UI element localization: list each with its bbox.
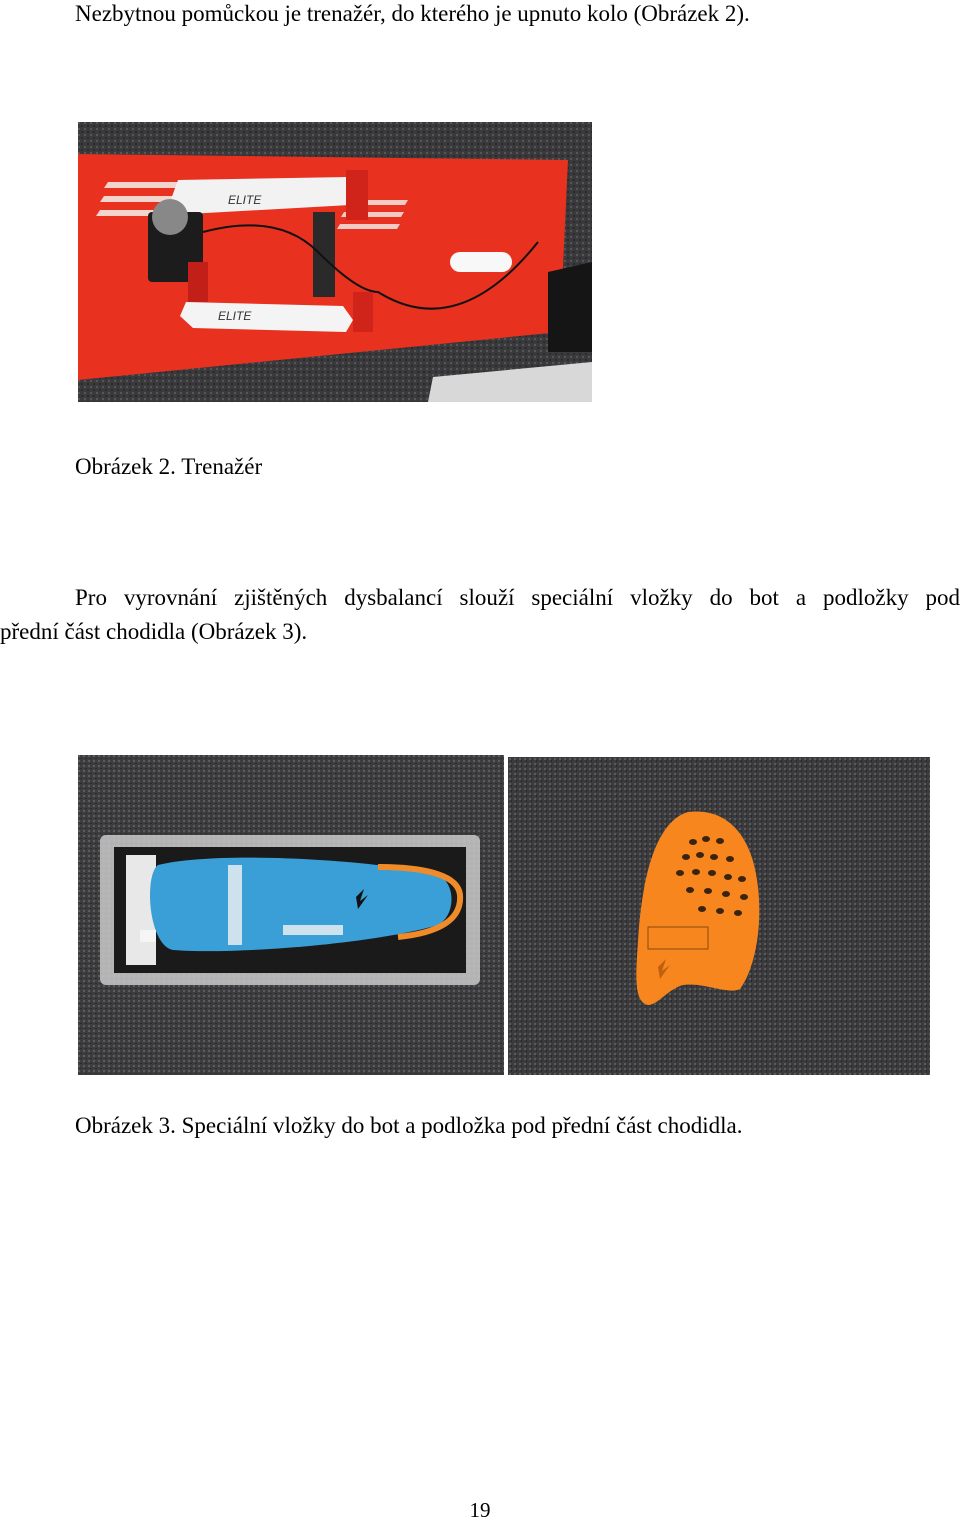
word: speciální [531, 581, 613, 615]
word: podložky [823, 581, 909, 615]
paragraph [0, 581, 960, 649]
figure3-caption: Obrázek 3. Speciální vložky do bot a podložka pod přední část chodidla. [75, 1112, 742, 1140]
resistance-unit [346, 170, 368, 220]
word: pod [926, 581, 960, 615]
figure2-caption: Obrázek 2. Trenažér [75, 453, 262, 481]
word: zjištěných [234, 581, 327, 615]
page-number: 19 [0, 1498, 960, 1523]
intro-line: Nezbytnou pomůckou je trenažér, do kterého je upnuto kolo (Obrázek 2). [75, 0, 750, 28]
figure-insoles-photo [78, 755, 504, 1075]
word: Pro [75, 581, 107, 615]
elite-logo-top: ELITE [228, 193, 262, 207]
trainer-frame [313, 212, 335, 297]
word: do [710, 581, 733, 615]
elite-logo-bottom: ELITE [218, 309, 252, 323]
rear-support [450, 252, 512, 272]
figure-trainer-photo [78, 122, 592, 402]
trainer-arm-bottom [180, 302, 353, 332]
paragraph-line-2: přední část chodidla (Obrázek 3). [0, 615, 960, 649]
figure-forefoot-pad-photo [508, 757, 930, 1075]
word: vložky [630, 581, 693, 615]
word: a [796, 581, 806, 615]
word: vyrovnání [124, 581, 217, 615]
paragraph-line-1 [0, 581, 960, 615]
word: bot [750, 581, 779, 615]
word: dysbalancí [344, 581, 442, 615]
word: slouží [460, 581, 515, 615]
